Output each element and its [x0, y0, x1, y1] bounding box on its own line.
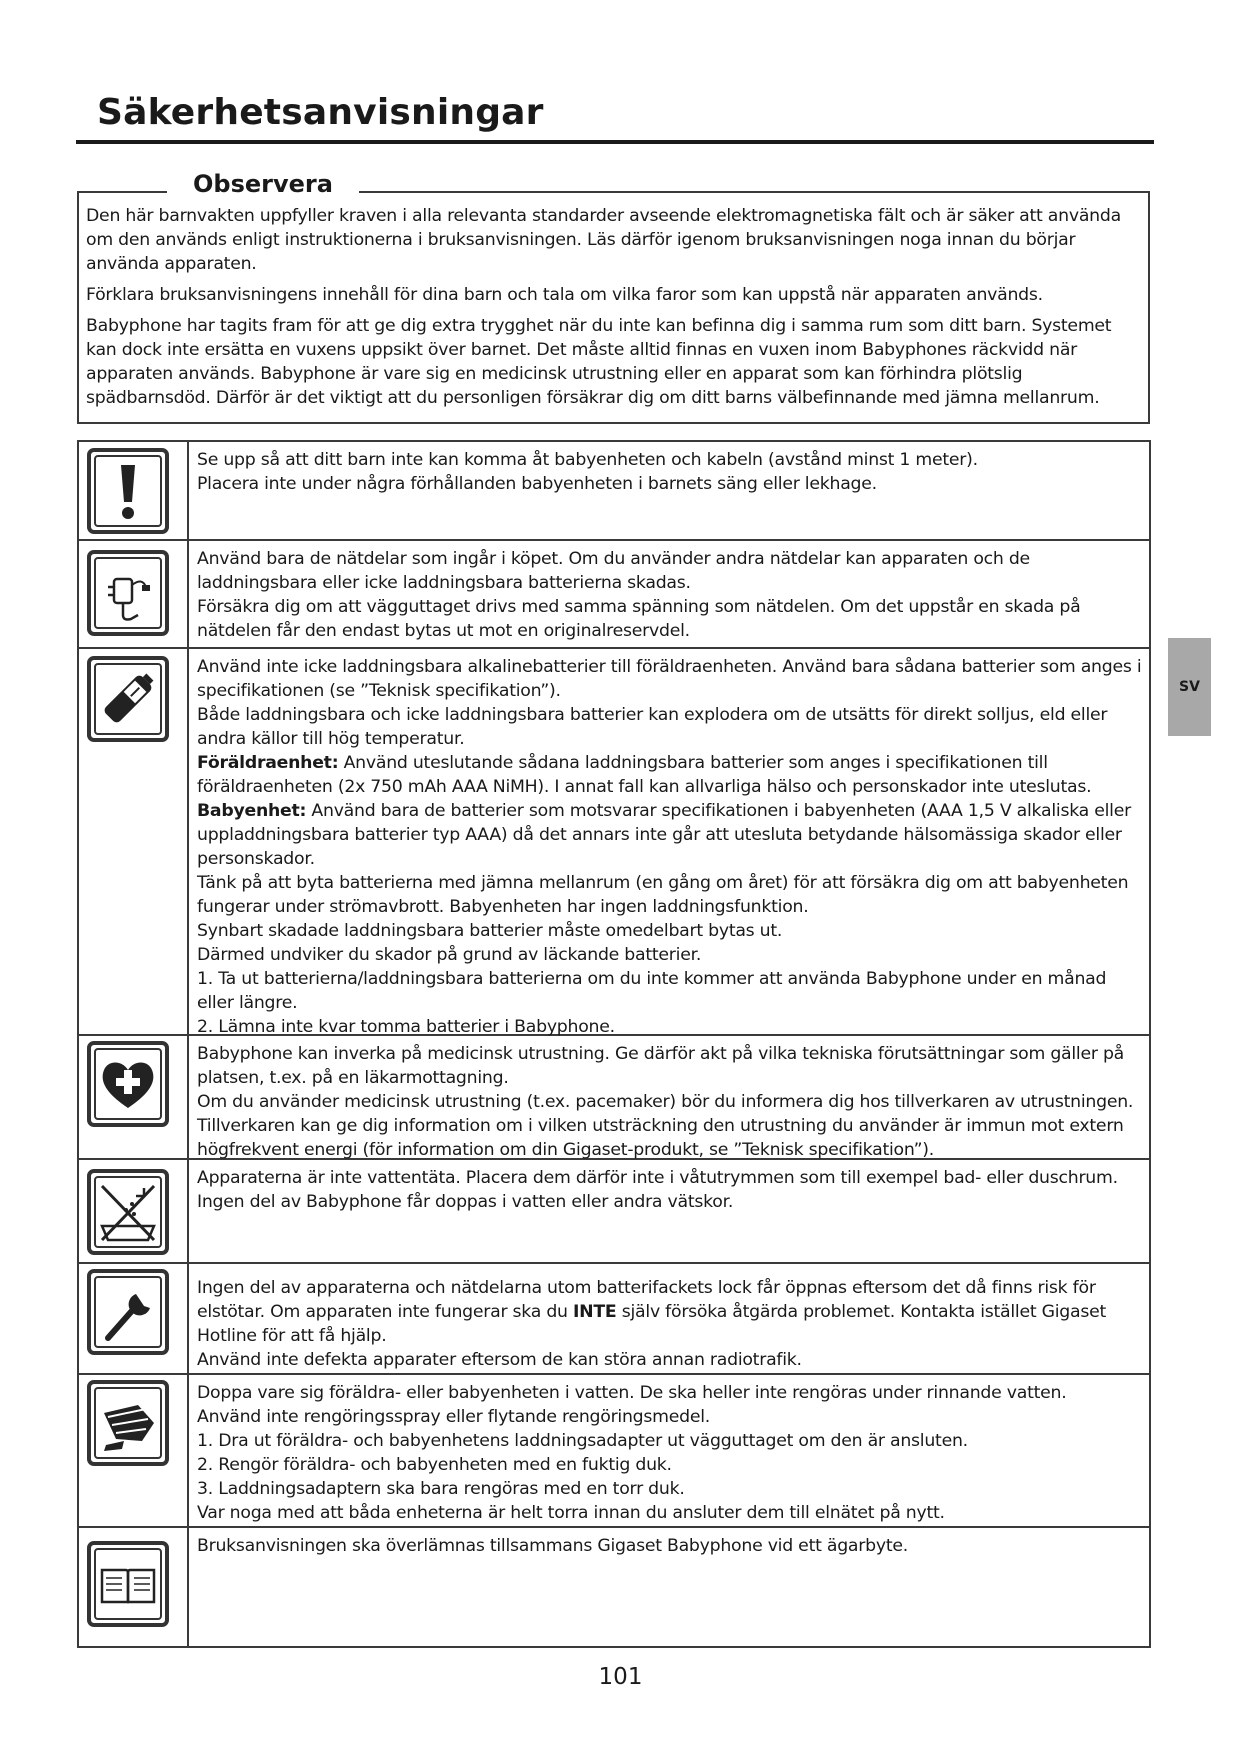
no-water-icon: [86, 1168, 170, 1256]
safety-table: [77, 440, 1151, 1648]
safety-row: [79, 1264, 1149, 1375]
safety-text: Bruksanvisningen ska överlämnas tillsammans Gigaset Babyphone vid ett ägarbyte.: [197, 1536, 908, 1556]
list-item: 1. Ta ut batterierna/laddningsbara batterierna om du inte kommer att använda Babyphone under en månad eller längre.: [197, 969, 1107, 1013]
safety-row: [79, 442, 1149, 541]
observera-heading: Observera: [167, 170, 359, 198]
safety-row: [79, 1528, 1149, 1646]
observera-paragraph: Den här barnvakten uppfyller kraven i alla relevanta standarder avseende elektromagnetiska fält och är säker att använda om den används enligt instruktionerna i bruksanvisningen. Läs därför igenom bruksanvisningen noga innan du börjar använda apparaten.: [86, 206, 1121, 274]
safety-row: [79, 1375, 1149, 1528]
list-item: 1. Dra ut föräldra- och babyenhetens laddningsadapter ut vägguttaget om den är ansluten.: [197, 1431, 968, 1451]
title-rule: [76, 140, 1154, 144]
manual-book-icon: [86, 1540, 170, 1628]
safety-row: [79, 1160, 1149, 1264]
language-tab: SV: [1168, 638, 1211, 736]
safety-text: Använd inte icke laddningsbara alkalinebatterier till föräldraenheten. Använd bara sådana batterier som anges i specifikationen (se ”Teknisk specifikation”). Både laddningsbara och icke laddningsbara batterier kan explodera om de utsätts för direkt solljus, eld eller andra källor till hög temperatur. Föräldraenhet: Använd uteslutande sådana laddningsbara batterier som anges i specifikationen till föräldraenheten (2x 750 mAh AAA NiMH). I annat fall kan allvarliga hälso och personskador inte uteslutas. Babyenhet: Använd bara de batterier som motsvarar specifikationen i babyenheten (AAA 1,5 V alkaliska eller uppladdningsbara batterier typ AAA) då det annars inte går att utesluta betydande hälsomässiga skador eller personskador. Tänk på att byta batterierna med jämna mellanrum (en gång om året) för att försäkra dig om att babyenheten fungerar under strömavbrott. Babyenheten har ingen laddningsfunktion. Synbart skadade laddningsbara batterier måste omedelbart bytas ut. Därmed undviker du skador på grund av läckande batterier. 1. Ta ut batterierna/laddningsbara batterierna om du inte kommer att använda Babyphone under en månad eller längre. 2. Lämna inte kvar tomma batterier i Babyphone.: [197, 657, 1142, 1037]
exclamation-icon: [86, 447, 170, 535]
baby-unit-label: Babyenhet:: [197, 801, 307, 821]
safety-text: Babyphone kan inverka på medicinsk utrustning. Ge därför akt på vilka tekniska förutsättningar som gäller på platsen, t.ex. på en läkarmottagning. Om du använder medicinsk utrustning (t.ex. pacemaker) bör du informera dig hos tillverkaren av utrustningen. Tillverkaren kan ge dig information om i vilken utsträckning den utrustning du använder är immun mot extern högfrekvent energi (för information om din Gigaset-produkt, se ”Teknisk specifikation”).: [197, 1044, 1134, 1160]
safety-text: Apparaterna är inte vattentäta. Placera dem därför inte i våtutrymmen som till exempel bad- eller duschrum. Ingen del av Babyphone får doppas i vatten eller andra vätskor.: [197, 1168, 1118, 1212]
page-number: 101: [598, 1664, 643, 1690]
power-adapter-icon: [86, 549, 170, 637]
list-item: 2. Lämna inte kvar tomma batterier i Babyphone.: [197, 1017, 615, 1037]
safety-text: Ingen del av apparaterna och nätdelarna utom batterifackets lock får öppnas eftersom det då finns risk för elstötar. Om apparaten inte fungerar ska du INTE själv försöka åtgärda problemet. Kontakta istället Gigaset Hotline för att få hjälp. Använd inte defekta apparater eftersom de kan störa annan radiotrafik.: [197, 1278, 1107, 1370]
cleaning-hand-icon: [86, 1379, 170, 1467]
safety-row: [79, 649, 1149, 1036]
safety-row: [79, 541, 1149, 649]
parent-unit-label: Föräldraenhet:: [197, 753, 339, 773]
wrench-icon: [86, 1268, 170, 1356]
observera-text: [86, 204, 1146, 417]
page-title: Säkerhetsanvisningar: [97, 92, 544, 133]
safety-text: Se upp så att ditt barn inte kan komma åt babyenheten och kabeln (avstånd minst 1 meter). Placera inte under några förhållanden babyenheten i barnets säng eller lekhage.: [197, 450, 978, 494]
list-item: 2. Rengör föräldra- och babyenheten med en fuktig duk.: [197, 1455, 672, 1475]
medical-heart-icon: [86, 1040, 170, 1128]
safety-text: Använd bara de nätdelar som ingår i köpet. Om du använder andra nätdelar kan apparaten och de laddningsbara eller icke laddningsbara batterierna skadas. Försäkra dig om att vägguttaget drivs med samma spänning som nätdelen. Om det uppstår en skada på nätdelen får den endast bytas ut mot en originalreservdel.: [197, 549, 1081, 641]
safety-row: [79, 1036, 1149, 1160]
safety-text: Doppa vare sig föräldra- eller babyenheten i vatten. De ska heller inte rengöras under rinnande vatten. Använd inte rengöringsspray eller flytande rengöringsmedel. 1. Dra ut föräldra- och babyenhetens laddningsadapter ut vägguttaget om den är ansluten. 2. Rengör föräldra- och babyenheten med en fuktig duk. 3. Laddningsadaptern ska bara rengöras med en torr duk. Var noga med att båda enheterna är helt torra innan du ansluter dem till elnätet på nytt.: [197, 1381, 1143, 1525]
observera-paragraph: Förklara bruksanvisningens innehåll för dina barn och tala om vilka faror som kan uppstå när apparaten används.: [86, 285, 1043, 305]
battery-icon: [86, 655, 170, 743]
observera-paragraph: Babyphone har tagits fram för att ge dig extra trygghet när du inte kan befinna dig i samma rum som ditt barn. Systemet kan dock inte ersätta en vuxens uppsikt över barnet. Det måste alltid finnas en vuxen inom Babyphones räckvidd när apparaten används. Babyphone är vare sig en medicinsk utrustning eller en apparat som kan förhindra plötslig spädbarnsdöd. Därför är det viktigt att du personligen försäkrar dig om ditt barns välbefinnande med jämna mellanrum.: [86, 316, 1112, 408]
list-item: 3. Laddningsadaptern ska bara rengöras med en torr duk.: [197, 1479, 685, 1499]
